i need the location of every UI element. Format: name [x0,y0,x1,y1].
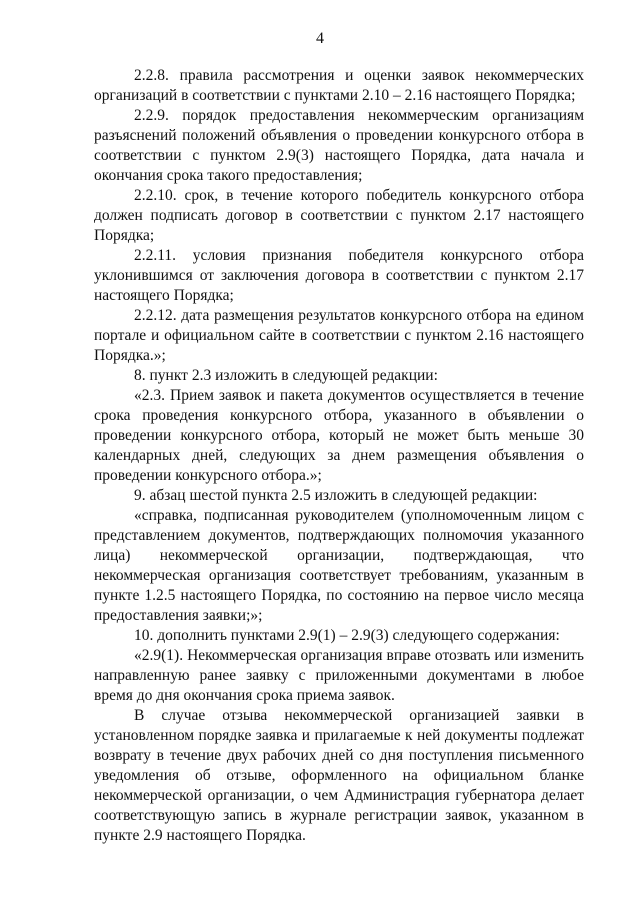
paragraph-2-2-10: 2.2.10. срок, в течение которого победитель конкурсного отбора должен подписать договор в соответствии с пунктом 2.17 настоящего Порядка; [94,187,584,244]
paragraph-2-2-8: 2.2.8. правила рассмотрения и оценки заявок некоммерческих организаций в соответствии с пунктами 2.10 – 2.16 настоящего Порядка; [94,67,584,104]
paragraph-item-9: 9. абзац шестой пункта 2.5 изложить в следующей редакции: [134,487,538,504]
paragraph-2-9-1: «2.9(1). Некоммерческая организация вправе отозвать или изменить направленную ранее заявку с приложенными документами в любое время до дня окончания срока приема заявок. [94,647,584,704]
paragraph-2-2-9: 2.2.9. порядок предоставления некоммерческим организациям разъяснений положений объявления о проведении конкурсного отбора в соответствии с пунктом 2.9(3) настоящего Порядка, дата начала и окончания срока такого предоставления; [94,107,584,184]
page-number: 4 [316,30,324,47]
paragraph-item-8: 8. пункт 2.3 изложить в следующей редакции: [134,367,438,384]
paragraph-2-2-12: 2.2.12. дата размещения результатов конкурсного отбора на едином портале и официальном сайте в соответствии с пунктом 2.16 настоящего Порядка.»; [94,307,584,364]
paragraph-withdrawal-case: В случае отзыва некоммерческой организацией заявки в установленном порядке заявка и прилагаемые к ней документы подлежат возврату в течение двух рабочих дней со дня поступления письменного уведомления об отзыве, оформленного на официальном бланке некоммерческой организации, о чем Администрация губернатора делает соответствующую запись в журнале регистрации заявок, указанном в пункте 2.9 настоящего Порядка. [94,707,584,844]
paragraph-certificate-text: «справка, подписанная руководителем (уполномоченным лицом с представлением документов, подтверждающих полномочия указанного лица) некоммерческой организации, подтверждающая, что некоммерческая организация соответствует требованиям, указанным в пункте 1.2.5 настоящего Порядка, по состоянию на первое число месяца предоставления заявки;»; [94,507,584,624]
paragraph-item-10: 10. дополнить пунктами 2.9(1) – 2.9(3) следующего содержания: [134,627,560,644]
paragraph-2-3-text: «2.3. Прием заявок и пакета документов осуществляется в течение срока проведения конкурсного отбора, указанного в объявлении о проведении конкурсного отбора, который не может быть меньше 30 календарных дней, следующих за днем размещения объявления о проведении конкурсного отбора.»; [94,387,584,484]
paragraph-2-2-11: 2.2.11. условия признания победителя конкурсного отбора уклонившимся от заключения договора в соответствии с пунктом 2.17 настоящего Порядка; [94,247,584,304]
document-body [94,66,584,846]
